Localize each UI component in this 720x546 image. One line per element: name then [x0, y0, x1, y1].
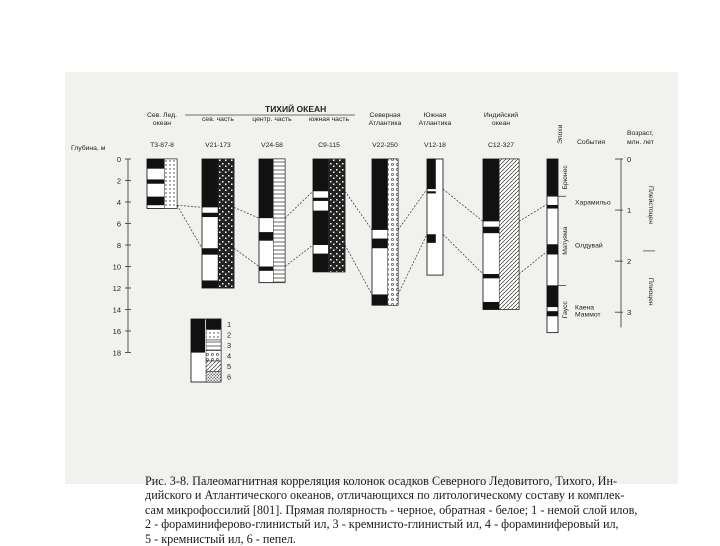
correlation-line [345, 191, 372, 230]
age-tick-label: 1 [627, 206, 632, 216]
age-tick-label: 2 [627, 257, 632, 267]
normal-polarity-interval [259, 232, 273, 241]
normal-polarity-interval [372, 294, 388, 305]
lithology-band [388, 159, 398, 305]
correlation-line [285, 245, 313, 267]
core-region-label: Индийский [483, 112, 519, 119]
normal-polarity-chron [547, 244, 558, 254]
period-label: Плиоцен [647, 277, 654, 306]
normal-polarity-interval [372, 239, 388, 249]
age-tick-label: 0 [627, 155, 632, 164]
correlation-line [285, 191, 313, 218]
events-header: События [577, 139, 606, 146]
normal-polarity-interval [202, 213, 218, 217]
depth-tick-label: 16 [112, 327, 121, 336]
core-region-label: Сев. Лед. [146, 112, 178, 119]
pacific-group-header: ТИХИЙ ОКЕАН [265, 104, 327, 114]
normal-polarity-chron [547, 286, 558, 307]
normal-polarity-interval [313, 198, 328, 201]
normal-polarity-interval [313, 254, 328, 272]
normal-polarity-interval [427, 234, 436, 243]
normal-polarity-interval [147, 179, 164, 183]
core-id-label: C12-327 [487, 142, 515, 149]
normal-polarity-interval [202, 159, 218, 207]
legend-swatch [206, 351, 221, 362]
legend-number: 2 [227, 330, 232, 340]
normal-polarity-interval [427, 191, 436, 193]
core-id-label: V12-18 [424, 142, 446, 149]
core-id-label: V21-173 [205, 142, 231, 149]
legend-number: 5 [227, 362, 232, 371]
legend-swatch [206, 340, 221, 351]
correlation-line [398, 189, 427, 230]
core-region-label: центр. часть [252, 116, 292, 123]
legend-number: 4 [227, 351, 232, 361]
depth-tick-label: 2 [116, 176, 121, 186]
age-header-line-1: Возраст, [627, 130, 654, 137]
normal-polarity-interval [483, 274, 499, 278]
correlation-line [345, 245, 372, 294]
core-region-label: южная часть [308, 116, 350, 123]
caption-line: Рис. 3-8. Палеомагнитная корреляция колонок осадков Северного Ледовитого, Тихого, Ин- [145, 474, 618, 488]
event-label: Каена [575, 304, 595, 312]
depth-tick-label: 0 [116, 155, 121, 164]
lithology-band [499, 159, 519, 310]
normal-polarity-chron [547, 311, 558, 316]
caption-line: сам микрофоссилий [801]. Прямая полярность - черное, обратная - белое; 1 - немой слой илов, [145, 502, 638, 517]
core-region-label: Атлантика [418, 120, 452, 127]
caption-line: 5 - кремнистый ил, 6 - пепел. [145, 531, 296, 546]
depth-tick-label: 6 [116, 219, 121, 229]
core-id-label: Т3-87-8 [150, 142, 174, 149]
depth-tick-label: 4 [116, 198, 121, 207]
correlation-line [177, 205, 202, 207]
correlation-line [398, 234, 427, 294]
core-id-label: V24-58 [261, 142, 283, 149]
legend-swatch [206, 372, 221, 383]
normal-polarity-interval [147, 159, 164, 169]
normal-polarity-interval [313, 159, 328, 191]
core-region-label: океан [491, 120, 511, 127]
normal-polarity-interval [259, 267, 273, 271]
core-id-label: V22-250 [372, 142, 398, 149]
scanned-page [65, 72, 678, 546]
lithology-band [164, 159, 177, 208]
normal-polarity-interval [372, 159, 388, 230]
normal-polarity-interval [147, 197, 164, 206]
core-column [483, 159, 519, 310]
core-column [427, 159, 443, 275]
normal-polarity-interval [483, 227, 499, 233]
core-region-label: Южная [423, 112, 447, 119]
event-label: Харамильо [575, 199, 611, 207]
core-column [202, 159, 234, 288]
normal-polarity-chron [547, 205, 558, 209]
legend-swatch [206, 361, 221, 372]
depth-tick-label: 8 [116, 241, 121, 250]
core-region-label: океан [152, 120, 172, 127]
lithology-band [218, 159, 234, 288]
normal-polarity-interval [202, 248, 218, 254]
core-region-label: Атлантика [368, 120, 402, 127]
lithology-band [273, 159, 285, 283]
paleomagnetic-correlation-figure [65, 72, 678, 402]
age-header-line-2: млн. лет [627, 139, 654, 146]
core-region-label: Северная [369, 112, 401, 119]
correlation-line [443, 234, 483, 274]
epoch-label: Гаусс [562, 301, 569, 319]
correlation-line [519, 204, 547, 221]
legend-number: 6 [227, 372, 232, 382]
normal-polarity-chron [547, 159, 558, 196]
epoch-label: Брюнес [562, 165, 569, 190]
core-column [147, 159, 177, 208]
core-region-label: сев. часть [202, 116, 234, 123]
normal-polarity-interval [202, 280, 218, 288]
legend-number: 3 [227, 341, 232, 350]
caption-line: 2 - фораминиферово-глинистый ил, 3 - кремнисто-глинистый ил, 4 - фораминиферовый ил, [145, 517, 619, 532]
normal-polarity-interval [259, 159, 273, 218]
epoch-label: Матуяма [562, 226, 569, 255]
depth-axis-label: Глубина, м [71, 145, 106, 152]
normal-polarity-interval [313, 211, 328, 245]
figure-caption [145, 474, 720, 546]
age-tick-label: 3 [627, 308, 632, 318]
normal-polarity-interval [427, 159, 436, 189]
legend-number: 1 [227, 320, 232, 329]
period-label: Плейстоцен [647, 185, 654, 224]
core-column [259, 159, 285, 283]
depth-tick-label: 14 [112, 305, 121, 315]
lithology-band [328, 159, 345, 272]
legend-swatch [206, 319, 221, 330]
core-column [372, 159, 398, 305]
depth-tick-label: 12 [112, 284, 121, 293]
core-column [313, 159, 345, 272]
legend-polarity-normal [191, 319, 205, 353]
correlation-line [177, 205, 202, 248]
depth-tick-label: 10 [112, 262, 121, 272]
legend-swatch [206, 330, 221, 341]
correlation-line [519, 251, 547, 274]
normal-polarity-interval [483, 302, 499, 310]
correlation-line [443, 189, 483, 221]
correlation-line [234, 207, 259, 218]
correlation-line [234, 248, 259, 266]
core-id-label: C9-115 [318, 142, 340, 149]
caption-line: дийского и Атлантического океанов, отличающихся по литологическому составу и комплек- [145, 488, 625, 503]
event-label: Маммот [575, 311, 601, 319]
depth-tick-label: 18 [112, 348, 121, 358]
event-label: Олдувай [575, 242, 603, 250]
normal-polarity-interval [483, 159, 499, 221]
epochs-header: Эпохи [557, 124, 564, 144]
